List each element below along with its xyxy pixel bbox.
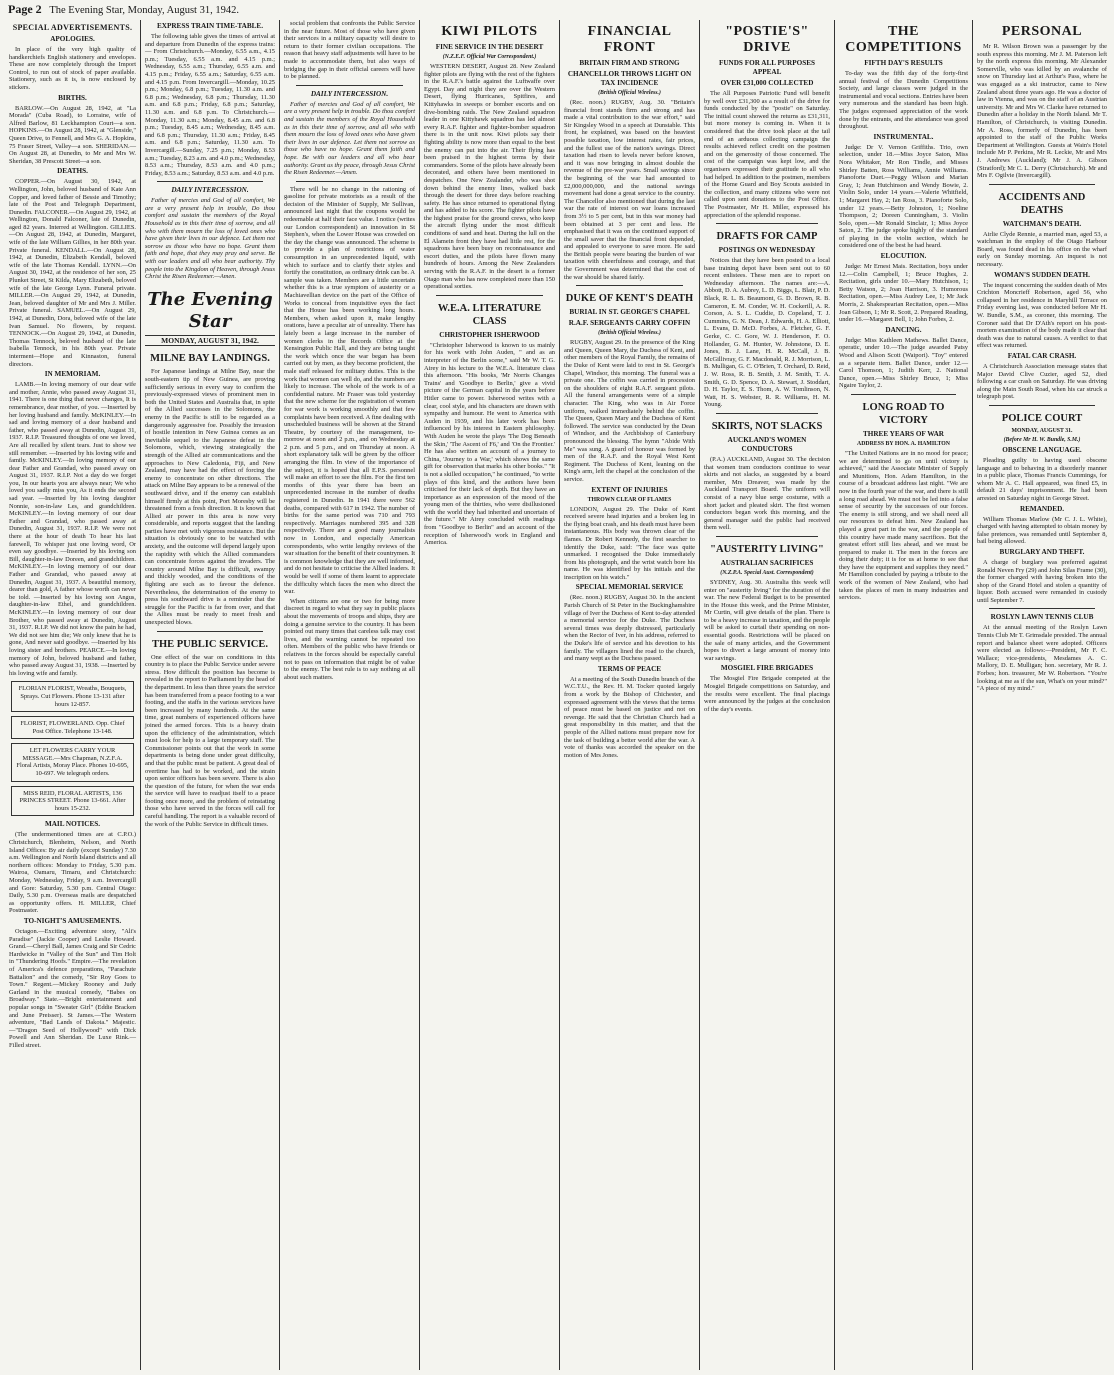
masthead-dateline: MONDAY, AUGUST 31, 1942.	[145, 335, 275, 347]
column-1	[5, 20, 141, 1370]
roslyn-tennis-heading: ROSLYN LAWN TENNIS CLUB	[990, 613, 1094, 622]
public-service-text: One effect of the war on conditions in this country is to place the Public Service under severe stress. How difficult the position has become is revealed in the report to Parliament by the head of the department. In less than three years the service has been transferred from a peace footing to a war footing, and the staffs in the various services have been increased by many hundreds. At the same time, great numbers of experienced officers have joined the armed forces. This is a heavy drain upon the efficiency of the administration, which must look for help to a large temporary staff. The Commissioner points out that the work in some departments is being done under great difficulty, and that the public must be patient. A great deal of overtime has had to be worked, and the strain upon senior officers has been severe. There is also the question of the future, for when the war ends the service will have to readjust itself to a peace footing once more, and the problem of reinstating those who have served in the forces will call for careful handling. The report is a valuable record of the work of the Public Service in difficult times.	[145, 653, 275, 828]
divider	[296, 85, 403, 86]
injuries-subheading: THROWN CLEAR OF FLAMES	[587, 496, 672, 503]
divider	[157, 181, 263, 182]
terms-heading: TERMS OF PEACE	[597, 664, 662, 673]
folio-date: Monday, August 31, 1942.	[127, 5, 239, 16]
burglary-text: A charge of burglary was preferred against Ronald Neven Fry (29) and John Silas Frame (30), the former charged with having broken into the shop of the Grand Hotel and stolen a quantity of liquor. Both accused were remanded in custody until September 7.	[977, 558, 1107, 604]
duke-subheading-2: R.A.F. SERGEANTS CARRY COFFIN	[568, 319, 691, 328]
duke-text: RUGBY, August 29. In the presence of the King and Queen, Queen Mary, the Duchess of Kent, and other members of the Royal Family, the remains of the Duke of Kent were laid to rest in St. George's Chapel, Windsor, this morning. The funeral was a private one. The coffin was carried in procession on the shoulders of eight R.A.F. sergeant pilots. All the funeral arrangements were of a simple character. The King, who was in Air Force uniform, walked immediately behind the coffin. The Queen, Queen Mary and the Duchess of Kent followed. The service was conducted by the Dean of Windsor, and the Archbishop of Canterbury pronounced the blessing. The hymn "Abide With Me" was sung. A guard of honour was formed by men of the R.A.F. and the Royal West Kent Regiment. The Duchess of Kent, leaning on the King's arm, left the chapel at the conclusion of the service.	[564, 339, 695, 483]
memorial-heading: SPECIAL MEMORIAL SERVICE	[575, 583, 684, 592]
apologies-text: In place of the very high quality of handkerchiefs English stationery and envelopes. These are now completely through the Import Control, to run out of stock of paper available. Stationery, such as it is, is now enclosed by stickers.	[9, 46, 136, 91]
divider	[851, 394, 956, 395]
editorial-notes-1: There will be no change in the rationing of gasoline for private motorists as a result of the decision of the Minister of Supply, Mr Sullivan, announced last night that the coupons would be redeemable at half their face value. I notice (writes our London correspondent) an innovation in St Stephen's, when the Lower House was crowded on the day the change was announced. The scheme is to provide a plan of restrictions of water consumption in an unprecedented liquid, with which to surface and to clarify their styles and fortify the constitution, as ordinary drink can be. A sample was taken. Members are a little uncertain whether this is a true symptom of austerity or a Machiavellian device on the part of the Office of Works to conceal from inquisitive eyes the fact that the House has been working long hours. Members, when asked upon it, make lengthy orations, have a peculiar air of unreality. There has lately been a large increase in the number of women clerks in the Records Office at the Kensington Public Hall, and they are being taught the work which once the war began has been carried out by men, as they become proficient, the male staff released for military duties. This is the work that women can well do, and the numbers are likely to increase. The whole of the work is of a confidential nature. Mr Fraser was told yesterday that the new scheme for the registration of women for war work is working smoothly and that few complaints have been received. A fine dealing with unscheduled business will be shown at the Strand Theatre, by courtesy of the management, to-morrow at noon and 2 p.m., and on Wednesday at 2 p.m. and 5 p.m., and on Thursday at noon. A short explanatory talk will be given by the officer arranging the film. In view of the importance of the subject, it is hoped that all E.P.S. personnel will make an effort to see the film. For the first ten months of this year there has been an unprecedented increase in the number of deaths registered in Dunedin. In 1941 there were 562 deaths, compared with 617 in 1942. The number of births for the same period was 710 and 793 respectively. Marriages numbered 395 and 328 respectively. There are a good many journalists now in London, and especially American correspondents, who write lengthy reviews of the war situation for the benefit of their countrymen. It is common knowledge that they are well informed, and do not hesitate to criticise the Allied leaders. It would be well if some of them learnt to appreciate the difficulty which faces the men who direct the war.	[284, 185, 415, 596]
florist-ad-3-text: LET FLOWERS CARRY YOUR MESSAGE.—Mrs Chapman, N.Z.F.A. Floral Artists, Moray Place. Phones 10-695, 10-697. We telegraph orders.	[16, 747, 129, 778]
police-court-heading: POLICE COURT	[1001, 412, 1083, 424]
injuries-heading: EXTENT OF INJURIES	[591, 485, 668, 494]
divider	[989, 405, 1095, 406]
milne-bay-text: For Japanese landings at Milne Bay, near the south-eastern tip of New Guinea, are proving sufficiently serious in every way to confirm the previously-expressed views of prominent men in both the United States and Australia that, in spite of the Allied successes in the Solomons, the enemy in the Pacific is still to be regarded as a dangerously aggressive foe. Possibly the invasion of hostile intention in New Guinea comes as an inevitable sequel to the Japanese defeat in the Solomons, which, viewing strategically the strength of the Allied air communications and the approaches to New Caledonia, Fiji, and New Zealand, may have had the effect of forcing the enemy to concentrate on other directions. The attack on Milne Bay appears to be a renewal of the southward drive, and if the enemy can establish himself firmly at this point, Port Moresby will be threatened from a fresh direction. It is known that Allied air power in this area is now very considerable, and reports suggest that the landing parties have met with vigorous resistance. But the situation is obviously one to be watched with anxiety, and the outcome will depend largely upon the rapidity with which the Allied commanders can concentrate forces against the invaders. The country around Milne Bay is difficult, swampy and thickly wooded, and the conditions of the fighting are such as to favour the defence. Nevertheless, the determination of the enemy to press his southward drive is a reminder that the struggle for the Pacific is far from over, and that the Allies must be ready to meet fresh and unexpected blows.	[145, 368, 275, 626]
masthead: The Evening Star	[147, 288, 273, 332]
kiwi-pilots-subheading: FINE SERVICE IN THE DESERT	[435, 43, 544, 51]
mail-text: (The undermentioned times are at C.P.O.) Christchurch, Blenheim, Nelson, and North Island Offices: By air daily (except Sunday) 7.30 a.m. Wellington and North Island districts and all northern offices: Monday to Friday, 5.30 p.m. Wairoa, Oamaru, Timaru, and Christchurch: Monday, Wednesday, Friday, 9 a.m. Invercargill and Gore: Saturday, 5.30 p.m. Central Otago: Daily, 5.30 p.m. Overseas mails are despatched as opportunity offers. H. MILLER, Chief Postmaster.	[9, 831, 136, 915]
police-court-date: MONDAY, AUGUST 31.	[1011, 427, 1073, 434]
duke-subheading-1: BURIAL IN ST. GEORGE'S CHAPEL	[569, 308, 690, 317]
long-road-heading: LONG ROAD TO VICTORY	[862, 401, 945, 426]
instrumental-text: Judge: Dr V. Vernon Griffiths. Trio, own selection, under 18.—Miss Joyce Saton, Miss Nora Whitaker, Mr Ron Tindle, and Misses Shirley Batten, Ross Williams, Annie Williams. Pianoforte Duet.—Peggy Wilson and Marian Gray, 1; Jean Hutchinson and Wendy Bowie, 2. Violin Solo, under 14 years.—Valerie Whitfield, 1; Margaret Hay, 2; Ian Ross, 3. Pianoforte Solo, under 12 years.—Betty Johnston, 1; Noeline Thompson, 2; Doreen Cunningham, 3. Violin Solo, open.—Mr Ronald Sinclair, 1; Miss Joyce Saton, 2. The judge spoke highly of the standard of playing in the violin section, which he considered one of the best he had heard.	[839, 143, 968, 250]
watchman-text: Airlie Clyde Rennie, a married man, aged 53, a watchman in the employ of the Otago Harbour Board, was found dead in his office on the wharf early on Sunday morning. An inquest is not necessary.	[977, 230, 1107, 269]
florist-ad-4	[11, 786, 134, 817]
woman-death-text: The inquest concerning the sudden death of Mrs Crichton Moncrieff Robertson, aged 56, who collapsed in her residence in Maryhill Terrace on Friday evening last, was conducted before Mr H. W. Bundle, S.M., as coroner, this morning. The Coroner said that Dr D'Ath's report on his post-mortem examination of the body made it clear that death was due to natural causes. A verdict to that effect was returned.	[977, 281, 1107, 350]
austerity-heading: "AUSTERITY LIVING"	[710, 543, 824, 555]
postie-heading: "POSTIE'S" DRIVE	[725, 24, 809, 55]
mosgiel-heading: MOSGIEL FIRE BRIGADES	[720, 664, 814, 673]
column-3	[280, 20, 420, 1370]
terms-text: At a meeting of the South Dunedin branch of the W.C.T.U., the Rev. H. M. Tocker quoted largely from a work by the Bishop of Chichester, and expressed agreement with the views that the terms of peace must be based on justice and not on revenge. He said that the Christian Church had a great responsibility in this matter, and that the people of the Allied nations must prepare now for the task of building a better world after the war. A vote of thanks was accorded the speaker on the motion of Mrs Jones.	[564, 675, 695, 759]
daily-intercession-text: Father of mercies and God of all comfort, We are a very present help in trouble, Do thou comfort and sustain the members of the Royal Household as in this their time of sorrow, and all who with them mourn the loss of loved ones who have given their lives in our defence. Let them not sorrow as those who have no hope. Grant them faith and hope, that they may pray and serve. Be with our leaders and all who bear authority. Thy people into the Kingdom of Heaven, through Jesus Christ the Risen Redeemer.—Amen.	[145, 197, 275, 281]
personal-heading: PERSONAL	[1001, 24, 1083, 39]
competitions-subheading: FIFTH DAY'S RESULTS	[864, 59, 943, 67]
dancing-heading: DANCING.	[885, 325, 922, 334]
skirts-heading: SKIRTS, NOT SLACKS	[711, 420, 823, 432]
duke-byline: (British Official Wireless.)	[598, 330, 661, 337]
duke-heading: DUKE OF KENT'S DEATH	[565, 293, 694, 305]
column-8	[973, 20, 1111, 1370]
editorial-notes-2: When citizens are one or two for being more discreet in regard to what they say in public places about the movements of troops and ships, they are doing a genuine service to the country. It has been pointed out many times that careless talk may cost lives, and the warning cannot be repeated too often. Members of the public who have friends or relatives in the forces should be especially careful not to pass on information that might be of value to the enemy. The best rule is to say nothing at all about such matters.	[284, 597, 415, 681]
fatal-crash-text: A Christchurch Association message states that Major David Clive Cuzier, aged 52, died following a car crash on Saturday. He was driving along the Main South Road, when his car struck a telegraph post.	[977, 363, 1107, 401]
long-road-subheading-2: ADDRESS BY HON. A. HAMILTON	[857, 440, 950, 447]
memoriam-heading: IN MEMORIAM.	[44, 370, 101, 379]
skirts-subheading: AUCKLAND'S WOMEN CONDUCTORS	[727, 435, 807, 453]
obscene-heading: OBSCENE LANGUAGE.	[1002, 445, 1082, 454]
divider	[576, 285, 683, 286]
column-2	[141, 20, 280, 1370]
divider	[989, 184, 1095, 185]
kiwi-pilots-text: WESTERN DESERT, August 28. New Zealand fighter pilots are flying with the rest of the fighters in the R.A.F.'s battle against the Luftwaffe over Egypt. Day and night they are over the Western Desert, flying Hurricanes, Spitfires, and Kittyhawks in sweeps or bomber escorts and on dive-bombing raids. The New Zealand squadron leader in one Kittyhawk squadron has led almost every R.A.F. fighter and fighter-bomber squadron there is in the unit now. Kiwi pilots say their fighting ability is now more than equal to the best the enemy can put into the air. Their flying has been praised in the highest terms by their commanders. Some of the pilots have already been decorated, and others have been mentioned in despatches. One New Zealander, who was shot down behind the enemy lines, walked back through the desert for three days before reaching safety. He has since returned to operational flying and has added to his score. The fighter pilots have the highest praise for the ground crews, who keep the aircraft flying under the most difficult conditions of sand and heat. During the lull on the El Alamein front they have had little rest, for the squadrons have been busy on reconnaissance and escort duties, and the pilots have flown many hundreds of hours. Among the New Zealanders serving with the R.A.F. in the desert is a former Otago man who has now completed more than 150 operational sorties.	[424, 63, 555, 291]
florist-ad-2-text: FLORIST, FLOWERLAND. Opp. Chief Post Office. Telephone 13-148.	[20, 720, 125, 735]
elocution-heading: ELOCUTION.	[880, 252, 927, 261]
florist-ad-1-text: FLORIAN FLORIST, Wreaths, Bouquets, Sprays. Cut Flowers. Phone 13-131 after hours 12-857.	[18, 685, 127, 708]
austerity-byline: (N.Z.P.A. Special Aust. Correspondent)	[720, 569, 814, 576]
financial-front-subheading-2: CHANCELLOR THROWS LIGHT ON TAX INCIDENCE	[567, 70, 692, 87]
divider	[157, 631, 263, 632]
instrumental-heading: INSTRUMENTAL.	[873, 132, 934, 141]
divider	[989, 608, 1095, 609]
postie-subheading-1: FUNDS FOR ALL PURPOSES APPEAL	[718, 59, 816, 76]
births-text: BARLOW.—On August 28, 1942, at "La Morada" (Cuba Road), to Lorraine, wife of Alfred Barlow, 81 Leckhampton Court—a son. HOPKINS.—On August 28, 1942, at "Glenside," Queen Drive, to Fennell, and Mrs G. A. Hopkins, 75 Fraser Street, Valley—a son. SHERIDAN.—On August 28, at Dunedin, to Mr and Mrs W. Sheridan, 38 Prescott Street—a son.	[9, 104, 136, 165]
competitions-text: To-day was the fifth day of the forty-first annual festival of the Dunedin Competitions Society, and large classes were judged in the instrumental and vocal sections. Entries have been very numerous and the standard has been high. The judges expressed appreciation of the work done by the entrants, and the attendance was good throughout.	[839, 70, 969, 131]
amusements-heading: TO-NIGHT'S AMUSEMENTS.	[23, 916, 122, 925]
remanded-heading: REMANDED.	[1019, 504, 1065, 513]
wea-class-subheading: CHRISTOPHER ISHERWOOD	[439, 330, 540, 339]
special-ads-heading: SPECIAL ADVERTISEMENTS.	[12, 23, 133, 32]
drafts-text: Notices that they have been posted to a local base training depot have been sent out to 60 recent enlistees. These men are to report on Wednesday afternoon. The names are:—A. Abbott, D. A. Aubrey, L. D. Biggs, L. Blair, P. D. Black, R. L. B. Beaumont, G. D. Brown, R. B. Cameron, E. M. Conder, W. H. Cockerill, A. R. Corson, A. S. L. Cuddie, D. Copeland, T. J. Cummins, G. N. Dean, J. Edwards, H. A. Elliott, L. Evans, D. McD. Forbes, A. Fletcher, G. F. Gerke, C. C. Gore, W. J. Henderson, F. O. Hollander, G. M. Hunter, W. Johnstone, D. E. Jones, B. J. Lane, H. R. McCall, J. B. McGillivray, G. F. Macdonald, R. J. Morrison, L. B. Mulligan, G. C. O'Brien, T. Orchard, D. Reid, J. W. Ross, R. B. Smith, J. M. Smith, T. A. Smith, G. D. Spence, D. A. Stewart, J. Stoddart, D. H. Taylor, E. S. Thom, A. W. Tomlinson, N. Watt, H. S. Webster, R. R. Williams, H. M. Young.	[704, 257, 830, 409]
elocution-text: Judge: Mr Ernest Mais. Recitation, boys under 12.—Colin Campbell, 1; Bruce Hughes, 2. Recitation, girls under 10.—Mary Hutchison, 1; Betty Watson, 2; Joan Harrison, 3. Humorous Recitation, open.—Miss Audrey Lee, 1; Mr Jack Morris, 2. Shakespearian Recitation, open.—Miss Joan Gibson, 1; Mr R. Scott, 2. Prepared Reading, under 16.—Margaret Bell, 1; John Forbes, 2.	[839, 263, 968, 324]
obscene-text: Pleading guilty to having used obscene language and to behaving in a disorderly manner in a public place, Thomas Francis Cummings, for whom Mr A. C. Hall appeared, was fined £5, in default 21 days' imprisonment. He had been arrested on Saturday night in George Street.	[977, 456, 1107, 502]
deaths-heading: DEATHS.	[57, 167, 88, 176]
apologies-heading: APOLOGIES.	[50, 35, 95, 43]
page-number: Page 2	[8, 2, 42, 16]
amusements-text: Octagon.—Exciting adventure story, "Ali's Paradise" (Jackie Cooper) and Leslie Howard. Grand.—Cheryl Ball, James Craig and Sir Cedric Hardwicke in "Valley of the Sun" and Tim Holt in "Thundering Hoofs." Empire.—The revelation of America's defence preparations, "Parachute Battalion" and the comedy, "Sir Roy Goes to Town." Regent.—Mickey Rooney and Judy Garland in the musical comedy, "Babes on Broadway." State.—Bright entertainment and popular songs in "Sweater Girl" (Eddie Bracken and June Preisser). St James.—The Western adventure, "Bad Lands of Dakota." Majestic.—"Dragon Seed of Hollywood" with Dick Powell and Ann Sheridan. De Luxe Rink.—Filled street.	[9, 927, 136, 1049]
fatal-crash-heading: FATAL CAR CRASH.	[1007, 352, 1077, 360]
public-service-continued: social problem that confronts the Public Service in the near future. Most of those who have given their services in a military capacity will desire to return to their former civilian occupations. The reason that heavy staff adjustments will have to be made to accommodate them, but also ways of bridging the gap in their official careers will have to be planned.	[284, 20, 415, 81]
accidents-heading: ACCIDENTS AND DEATHS	[998, 191, 1086, 216]
column-6	[700, 20, 835, 1370]
page-folio	[8, 2, 1108, 18]
drafts-subheading: POSTINGS ON WEDNESDAY	[718, 246, 816, 255]
financial-front-byline: (British Official Wireless.)	[598, 90, 661, 96]
injuries-text: LONDON, August 29. The Duke of Kent received severe head injuries and a broken leg in the flying boat crash, and his death must have been instantaneous. His body was thrown clear of the flames. Dr Robert Kennedy, the first searcher to identify the Duke, said: "The face was quite unmarked. I recognised the Duke immediately from his photograph, and the wrist watch bore his name. He was identified by his initials and the inscription on his watch."	[564, 505, 695, 581]
personal-text: Mr R. Wilson Brown was a passenger by the south express this morning. Mr J. M. Paterson left by the north express this morning. Mr Alexander Somerville, who was killed by an avalanche of snow on Thursday last at Arthur's Pass, where he was engaged as a ski instructor, came to New Zealand about three years ago. He was a doctor of law in Vienna, and was on the staff of an Austrian university. Mr and Mrs W. Clarke have returned to Dunedin after a holiday in the North Island. Mr T. Hamilton, of Christchurch, is visiting Dunedin. Mr A. Ross, formerly of Dunedin, has been appointed to the staff of the Public Works Department at Wellington. Guests at Wain's Hotel include Mr P. Perkins, Mr R. Leckie, Mr and Mrs J. Andrews (Auckland); Mr J. A. Gibson (Stratford); Mr C. L. Derry (Christchurch). Mr and Mrs F. Ogilvie (Invercargill).	[977, 43, 1107, 180]
intercession-text: Father of mercies and God of all comfort, We are a very present help in trouble. Do thou comfort and sustain the members of the Royal Household as in this their time of sorrow, and all who with them mourn the loss of loved ones who have given their lives in our defence. Let them not sorrow as those who have no hope. Grant them faith and hope. Be with our leaders and all who bear authority. Grant us thy peace, through Jesus Christ the Risen Redeemer.—Amen.	[284, 100, 415, 177]
divider	[716, 413, 818, 414]
roslyn-tennis-text: At the annual meeting of the Roslyn Lawn Tennis Club Mr T. Grimsdale presided. The annual report and balance sheet were adopted. Officers were elected as follows:—President, Mr F. C. Wallace; vice-presidents, Mesdames A. C. Mallory, D. E. Mulligan; hon. secretary, Mr R. J. Forbes; hon. treasurer, Mr W. Robertson. "You're looking at me as if the sun, What's on your mind?" "A piece of my mind."	[977, 624, 1108, 693]
florist-ad-3	[11, 743, 134, 781]
milne-bay-heading: MILNE BAY LANDINGS.	[150, 353, 270, 365]
express-heading: EXPRESS TRAIN TIME-TABLE.	[156, 22, 264, 30]
financial-front-heading: FINANCIAL FRONT	[587, 24, 672, 55]
dancing-text: Judge: Miss Kathleen Mathews. Ballet Dance, operatic, under 10.—The judge awarded Patsy Wood and Alison Scott (Waipori). "Toy" entered as a separate item. Ballet Dance, under 12.—Carol Thomson, 1; Judith Kerr, 2. National Dance, open.—Miss Shirley Bruce, 1; Miss Ngaire Taylor, 2.	[839, 336, 968, 390]
florist-ad-2	[11, 716, 134, 739]
express-text: The following table gives the times of arrival at and departure from Dunedin of the express trains:— From Christchurch.—Monday, 6.55 a.m., 4.15 p.m.; Tuesday, 6.55 a.m. and 4.15 p.m.; Wednesday, 6.55 a.m.; Thursday, 6.55 a.m. and 4.15 p.m.; Friday, 6.55 a.m.; Saturday, 6.55 a.m. and 4.15 p.m. From Invercargill.—Monday, 10.25 p.m.; Monday, 6.8 p.m.; Tuesday, 11.30 a.m. and 6.8 p.m.; Wednesday, 6.8 p.m.; Thursday, 11.30 a.m. and 6.8 p.m.; Friday, 6.8 p.m.; Saturday, 11.30 a.m. and 6.8 p.m. To Christchurch.—Monday, 11.30 a.m.; Monday, 8.45 a.m. and 6.8 p.m.; Tuesday, 8.45 a.m.; Wednesday, 8.45 a.m. and 6.8 p.m.; Thursday, 11.30 a.m.; Friday, 8.45 a.m. and 6.8 p.m.; Saturday, 11.30 a.m. To Invercargill.—Sunday, 7.25 p.m.; Monday, 8.53 a.m.; Tuesday, 8.23 a.m. and 4.0 p.m.; Wednesday, 8.53 a.m.; Thursday, 8.53 a.m. and 4.0 p.m.; Friday, 8.53 a.m.; Saturday, 8.53 a.m. and 4.0 p.m.	[145, 33, 275, 177]
public-service-heading: THE PUBLIC SERVICE.	[151, 638, 269, 650]
austerity-text: SYDNEY, Aug. 30. Australia this week will enter on "austerity living" for the duration of the war. The new Federal Budget is to be presented in the House this week, and the Prime Minister, Mr Curtin, will give details of the plan. There is to be a heavy increase in taxation, and the people will be asked to curtail their spending on non-essential goods. Restrictions will be placed on the sale of many articles, and the Government hopes to divert a large amount of money into war savings.	[704, 578, 830, 662]
divider	[716, 223, 818, 224]
column-5	[560, 20, 700, 1370]
florist-ad-4-text: MISS REID, FLORAL ARTISTS, 136 PRINCES STREET. Phone 13-661. After hours 15-232.	[19, 789, 126, 812]
postie-subheading-2: OVER £31,000 COLLECTED	[720, 79, 814, 87]
memoriam-text: LAMB.—In loving memory of our dear wife and mother, Annie, who passed away August 31, 1941. There is one thing that never changes, It is remembrance, dear mother, of you. —Inserted by her loving husband and family. McKINLEY.—In sad and loving memory of a dear husband and father, who passed away at Dunedin, August 31, 1937. R.I.P. Treasured thoughts of one we loved, Are all recalled by silent tears. Just to show we still remember. —Inserted by his loving wife and family. McKINLEY.—In loving memory of our dear Father and Grandad, who passed away on August 31, 1937. R.I.P. Not a day do we forget you, In our hearts you are always near; We who loved you sadly miss you, As it ends the second sad year. —Inserted by his loving daughter Nonnie, son-in-law Les, and grandchildren. McKINLEY.—In loving memory of our dear Father and Grandad, who passed away at Dunedin, August 31, 1937. R.I.P. We were not there at the hour of death To hear his last farewell, To whisper just one loving word, Or even say goodbye. —Inserted by his loving son Bill, daughter-in-law Doreen, and grandchildren. McKINLEY.—In loving memory of our dear Father and Grandad, who passed away at Dunedin, August 31, 1937. A beautiful memory, dearer than gold, A father whose worth can never be told. —Inserted by his loving son Angus, daughter-in-law Ethel, and grandchildren. McKINLEY.—In loving memory of our dear Brother, who passed away at Dunedin, August 31, 1937. R.I.P. We did not know the pain he had, We did not see him die; We only knew that he is gone, And never said goodbye. —Inserted by his loving sister and brothers. PEARCE.—In loving memory of John, beloved husband and father, who passed away August 31, 1938. —Inserted by his loving wife and family.	[9, 381, 136, 677]
kiwi-pilots-heading: KIWI PILOTS	[441, 24, 538, 39]
remanded-text: William Thomas Marlow (Mr C. J. L. White), charged with having attempted to obtain money by false pretences, was remanded until September 8, bail being allowed.	[977, 515, 1107, 546]
wea-class-text: "Christopher Isherwood is known to us mainly for his work with John Auden, " and as an interpreter of the Berlin scene," said Mr W. T. G. Airey in his lecture to the W.E.A. literature class this afternoon. "His books, 'Mr Norris Changes Trains' and 'Goodbye to Berlin,' give a vivid picture of the German capital in the years before Hitler came to power. Isherwood writes with a clear, cool style, and his characters are drawn with sympathy and humour. He went to America with Auden in 1939, and his later work has been influenced by his interest in Eastern philosophy. With Auden he wrote the plays 'The Dog Beneath the Skin,' 'The Ascent of F6,' and 'On the Frontier.' He has also written an account of a journey to China, 'Journey to a War,' which shows the same gift for observation that marks his other books." "It is not a skilled occupation," he continued, "to write plays of this kind, and the authors have been criticised for their lack of depth. But they have an importance as an expression of the mood of the young men of the thirties, who were disillusioned with the world they had inherited and uncertain of the future." Mr Airey concluded with readings from "Goodbye to Berlin" and an account of the reception of Isherwood's work in England and America.	[424, 341, 555, 547]
watchman-heading: WATCHMAN'S DEATH.	[1002, 219, 1082, 228]
mail-heading: MAIL NOTICES.	[44, 820, 101, 829]
long-road-subheading-1: THREE YEARS OF WAR	[862, 429, 944, 438]
divider	[436, 295, 543, 296]
burglary-heading: BURGLARY AND THEFT.	[999, 547, 1085, 556]
paper-name: The Evening Star,	[49, 5, 126, 16]
austerity-subheading: AUSTRALIAN SACRIFICES	[720, 558, 814, 567]
daily-intercession-heading: DAILY INTERCESSION.	[171, 186, 249, 195]
drafts-heading: DRAFTS FOR CAMP	[716, 231, 818, 243]
births-heading: BIRTHS.	[58, 93, 87, 102]
divider	[716, 536, 818, 537]
wea-class-heading: W.E.A. LITERATURE CLASS	[437, 302, 542, 327]
kiwi-pilots-byline: (N.Z.E.F. Official War Correspondent.)	[442, 54, 537, 60]
skirts-text: (P.A.) AUCKLAND, August 30. The decision that women tram conductors continue to wear skirts and not slacks, as suggested by a board member, Mrs Dreaver, was made by the Auckland Transport Board. The uniform will consist of a navy blue serge costume, with a short jacket and pleated skirt. The first women conductors began work this morning, and the general manager said the public had received them well.	[704, 455, 830, 532]
intercession-heading: DAILY INTERCESSION.	[310, 89, 389, 98]
deaths-text: COPPER.—On August 30, 1942, at Wellington, John, beloved husband of Kate Ann Copper, and loved father of Bessie and Timothy; late of the Post and Telegraph Department, Dunedin. FALCONER.—On August 29, 1942, at Wellington, Donald Falconer, late of Dunedin, aged 82 years. Interred at Wellington. GILLIES.—On August 28, 1942, at Dunedin, Margaret, wife of the late William Gillies, in her 80th year. Private funeral. KENDALL.—On August 28, 1942, at Dunedin, Elizabeth Kendall, beloved wife of the late Thomas Kendall. LYNN.—On August 30, 1942, at the residence of her son, 25 Plunket Street, St Kilda, Mary Elizabeth, beloved wife of the late George Lynn. Funeral private. MILLER.—On August 29, 1942, at Dunedin, Jean, beloved daughter of Mr and Mrs J. Miller. Private funeral. SAMUEL.—On August 29, 1942, at Dunedin, Dora, beloved wife of the late Ivan Samuel. No flowers, by request. TENNOCK.—On August 29, 1942, at Dunedin, Thomas Tennock, beloved husband of the late Isabella Tennock, in his 80th year. Private interment—Hope and Kinnaston, funeral directors.	[9, 178, 136, 368]
column-4	[420, 20, 560, 1370]
long-road-text: "The United Nations are in no mood for peace; we are determined to go on until victory is achieved," said the Associate Minister of Supply and Munitions, Hon. Adam Hamilton, in the course of a broadcast address last night. "We are now in the fourth year of the war, and there is still a long road ahead. We must not be led into a false sense of security by the successes of our forces. The enemy is still strong, and we shall need all our resources to defeat him. New Zealand has played a great part in the war, and the people of this country have made many sacrifices. But the greatest effort still lies ahead, and we must be prepared to make it. The men in the forces are doing their duty; it is for us at home to see that they have the equipment and supplies they need." Mr Hamilton concluded by paying a tribute to the work of the women of New Zealand, who had taken the places of men in many industries and services.	[839, 449, 968, 602]
woman-death-heading: WOMAN'S SUDDEN DEATH.	[994, 270, 1090, 279]
divider	[296, 181, 403, 182]
financial-front-subheading-1: BRITAIN FIRM AND STRONG	[579, 59, 680, 67]
memorial-text: (Rec. noon.) RUGBY, August 30. In the ancient Parish Church of St Peter in the Buckinghamshire village of Iver the Duchess of Kent to-day attended a memorial service for the Duke. The Duchess several times was deeply distressed, particularly when the Rector of Iver, in his address, referred to the Duke's life of service and his devotion to his family. The villagers lined the road to the church, and many wept as the Duchess passed.	[564, 594, 695, 663]
postie-text: The All Purposes Patriotic Fund will benefit by well over £31,300 as a result of the drive for funds conducted by the "postie" on Saturday. The initial count showed the returns as £31,311, but more money is coming in. When it is considered that the drive took place at the tail end of an arduous collecting campaign the results achieved reflect credit on the postmen and on the generosity of those concerned. The cost of the campaign was kept low, and the organisers expressed their gratitude to all who had helped. In addition to the postmen, members of the Home Guard and Boy Scouts assisted in the collection, and many citizens who were not called upon sent donations to the Post Office. The Postmaster, Mr H. Miller, expressed his appreciation of the splendid response.	[704, 90, 830, 219]
financial-front-text: (Rec. noon.) RUGBY, Aug. 30. "Britain's financial front stands firm and strong and has made a vital contribution to the war effort," said Sir Kingsley Wood in a speech at Dunstable. This front, he explained, was based on the heaviest possible taxation, low interest rates, fair prices, and the fullest use of the nation's savings. Direct taxation had risen to levels never before known, and it was now bringing in almost double the revenue of the pre-war years. Small savings since the beginning of the war had amounted to £2,000,000,000, and the national savings movement had done a great service to the country. The Chancellor also mentioned that during the last war the rate of interest on war loans increased from 3½ to 5 per cent, but in this war money had been obtained at 3 per cent and less. He emphasised that it was on the continued support of the small saver that the financial front depended, and appealed to everyone to save more. He said the British people were bearing the burden of war taxation with cheerfulness and courage, and that the Government was determined that the cost of the war should be shared fairly.	[564, 99, 695, 281]
column-7	[835, 20, 973, 1370]
competitions-heading: THE COMPETITIONS	[845, 24, 962, 55]
florist-ad-1	[11, 681, 134, 712]
police-court-magistrate: (Before Mr H. W. Bundle, S.M.)	[1003, 436, 1081, 443]
mosgiel-text: The Mosgiel Fire Brigade competed at the Mosgiel Brigade competitions on Saturday, and the results were excellent. The final placings were announced by the judges at the conclusion of the day's events.	[704, 675, 830, 713]
